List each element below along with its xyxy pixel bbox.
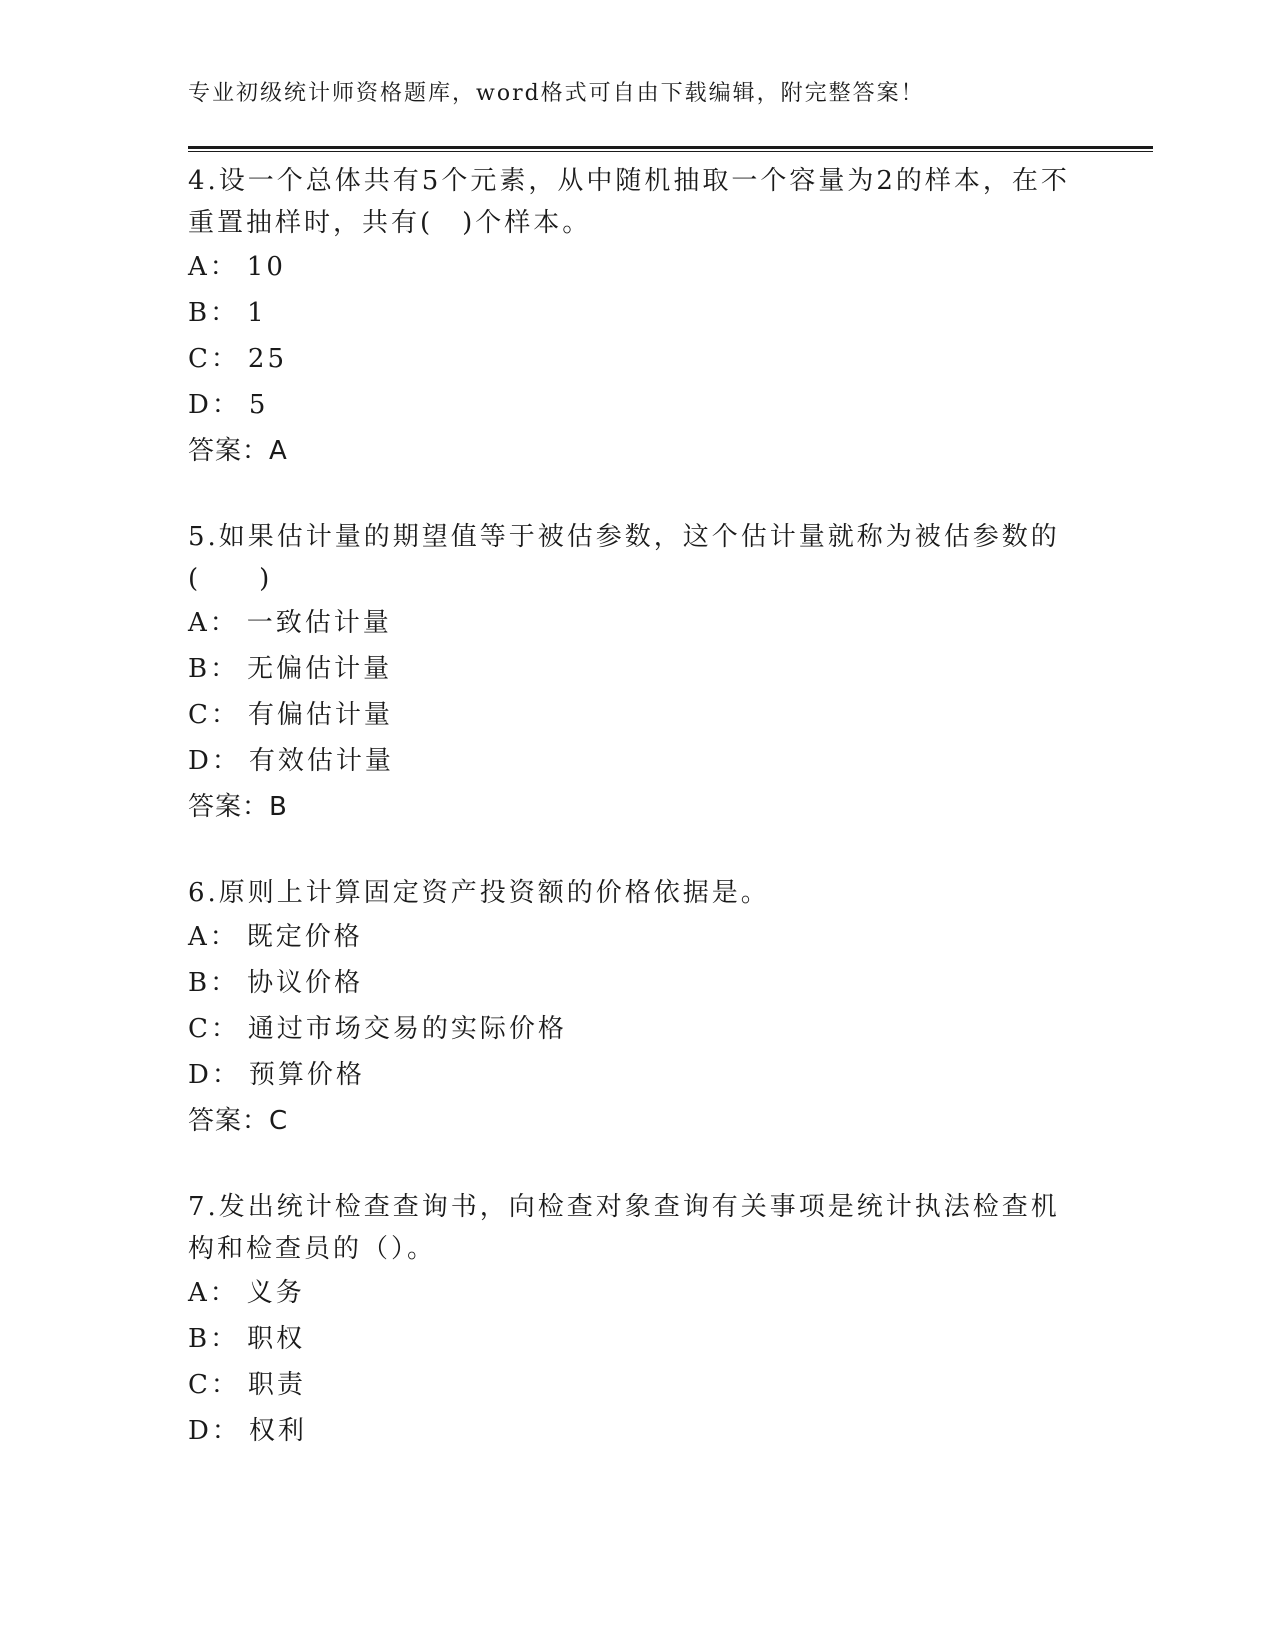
question-6 bbox=[188, 872, 1088, 1144]
option-b: B： 无偏估计量 bbox=[188, 654, 393, 684]
question-stem: 7.发出统计检查查询书，向检查对象查询有关事项是统计执法检查机构和检查员的（）。 bbox=[188, 1192, 1060, 1264]
option-b: B： 协议价格 bbox=[188, 968, 364, 998]
option-b: B： 1 bbox=[188, 298, 267, 328]
option-a: A： 既定价格 bbox=[188, 922, 363, 952]
question-stem: 5.如果估计量的期望值等于被估参数，这个估计量就称为被估参数的( ) bbox=[188, 522, 1060, 594]
question-7 bbox=[188, 1186, 1088, 1454]
option-a: A： 义务 bbox=[188, 1278, 305, 1308]
option-c: C： 职责 bbox=[188, 1370, 306, 1400]
option-d: D： 5 bbox=[188, 390, 269, 420]
question-4 bbox=[188, 160, 1088, 474]
answer: 答案：A bbox=[188, 436, 288, 466]
option-d: D： 权利 bbox=[188, 1416, 307, 1446]
option-c: C： 通过市场交易的实际价格 bbox=[188, 1014, 567, 1044]
question-list bbox=[188, 160, 1088, 1496]
option-a: A： 一致估计量 bbox=[188, 608, 392, 638]
option-c: C： 25 bbox=[188, 344, 287, 374]
option-b: B： 职权 bbox=[188, 1324, 306, 1354]
header-rule-thick bbox=[188, 146, 1153, 149]
answer: 答案：B bbox=[188, 792, 288, 822]
question-stem: 6.原则上计算固定资产投资额的价格依据是。 bbox=[188, 878, 770, 908]
page-header: 专业初级统计师资格题库，word格式可自由下载编辑，附完整答案！ bbox=[188, 81, 925, 106]
header-rule-thin bbox=[188, 151, 1153, 152]
option-a: A： 10 bbox=[188, 252, 286, 282]
question-stem: 4.设一个总体共有5个元素，从中随机抽取一个容量为2的样本，在不重置抽样时，共有( )个样本。 bbox=[188, 166, 1070, 238]
question-5 bbox=[188, 516, 1088, 830]
option-c: C： 有偏估计量 bbox=[188, 700, 393, 730]
answer: 答案：C bbox=[188, 1106, 289, 1136]
option-d: D： 预算价格 bbox=[188, 1060, 365, 1090]
option-d: D： 有效估计量 bbox=[188, 746, 394, 776]
